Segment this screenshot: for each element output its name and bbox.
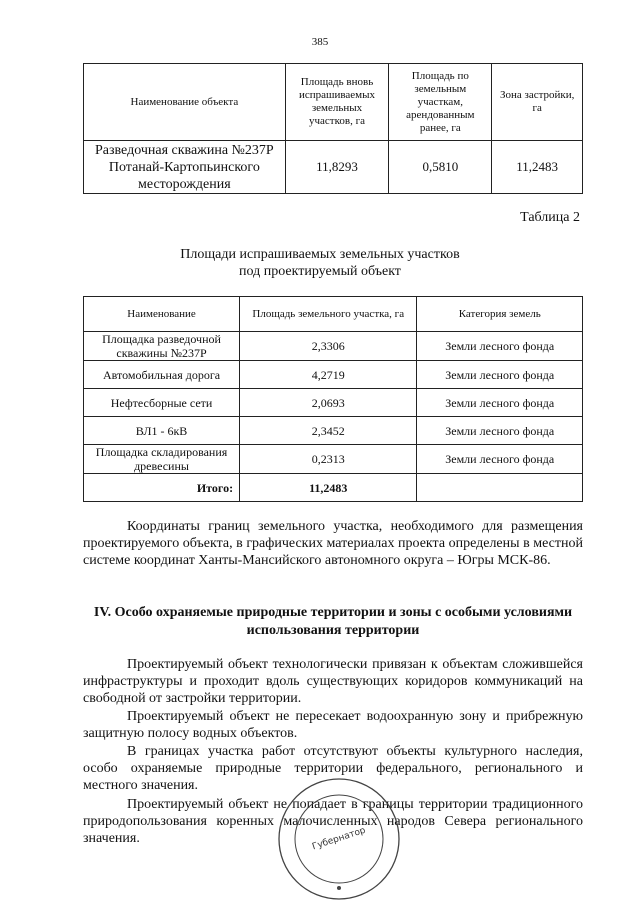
cell-build-zone: 11,2483 [492, 141, 583, 194]
cell-name: ВЛ1 - 6кВ [84, 417, 240, 445]
col-header-object: Наименование объекта [84, 64, 286, 141]
cell-area: 2,3452 [240, 417, 417, 445]
cell-category: Земли лесного фонда [417, 389, 583, 417]
cell-new-area: 11,8293 [285, 141, 389, 194]
cell-area: 2,3306 [240, 332, 417, 361]
seal-text: Губернатор [311, 825, 367, 853]
cell-name: Автомобильная дорога [84, 361, 240, 389]
table2-title [0, 246, 640, 280]
cell-area: 0,2313 [240, 445, 417, 474]
table-header-row [84, 64, 583, 141]
table-row [84, 332, 583, 361]
official-seal [276, 776, 402, 902]
table-total-row [84, 474, 583, 502]
objects-area-table [83, 63, 583, 194]
col-header-area: Площадь земельного участка, га [240, 297, 417, 332]
cell-area: 2,0693 [240, 389, 417, 417]
coordinates-paragraph: Координаты границ земельного участка, необходимого для размещения проектируемого объекта, в графических материалах проекта определены в местной системе координат Ханты-Мансийского автономного округа – Югры МСК-86. [83, 519, 583, 568]
table2-title-line: под проектируемый объект [239, 264, 401, 279]
col-header-name: Наименование [84, 297, 240, 332]
col-header-new-area: Площадь вновь испрашиваемых земельных участков, га [285, 64, 389, 141]
col-header-build-zone: Зона застройки, га [492, 64, 583, 141]
table-row [84, 445, 583, 474]
seal-icon [276, 776, 402, 902]
cell-name: Площадка разведочной скважины №237Р [84, 332, 240, 361]
table-row [84, 361, 583, 389]
cell-name: Площадка складирования древесины [84, 445, 240, 474]
total-value: 11,2483 [240, 474, 417, 502]
table-row [84, 389, 583, 417]
section-heading: IV. Особо охраняемые природные территории и зоны с особыми условиями использования территории [93, 605, 573, 638]
land-plots-table [83, 296, 583, 502]
cell-area: 4,2719 [240, 361, 417, 389]
table-row [84, 417, 583, 445]
cell-category: Земли лесного фонда [417, 361, 583, 389]
cell-object-name: Разведочная скважина №237Р Потанай-Картопьинского месторождения [84, 141, 286, 194]
cell-category: Земли лесного фонда [417, 445, 583, 474]
paragraph: Проектируемый объект не пересекает водоохранную зону и прибрежную защитную полосу водных объектов. [83, 709, 583, 741]
table-header-row [84, 297, 583, 332]
table2-title-line: Площади испрашиваемых земельных участков [180, 247, 460, 262]
page-number: 385 [311, 36, 329, 48]
cell-name: Нефтесборные сети [84, 389, 240, 417]
cell-category: Земли лесного фонда [417, 417, 583, 445]
paragraph: Проектируемый объект технологически привязан к объектам сложившейся инфраструктуры и проходит вдоль существующих коридоров коммуникаций на свободной от застройки территории. [83, 657, 583, 706]
col-header-leased-area: Площадь по земельным участкам, арендованным ранее, га [389, 64, 492, 141]
table2-label: Таблица 2 [520, 210, 580, 225]
cell-category: Земли лесного фонда [417, 332, 583, 361]
paragraph: Проектируемый объект не попадает в границы территории традиционного природопользования коренных малочисленных народов Севера регионального значения. [83, 797, 583, 846]
cell-leased-area: 0,5810 [389, 141, 492, 194]
table-row [84, 141, 583, 194]
paragraph: В границах участка работ отсутствуют объекты культурного наследия, особо охраняемые природные территории федерального, регионального и местного значения. [83, 744, 583, 793]
total-empty-cell [417, 474, 583, 502]
col-header-category: Категория земель [417, 297, 583, 332]
total-label: Итого: [84, 474, 240, 502]
